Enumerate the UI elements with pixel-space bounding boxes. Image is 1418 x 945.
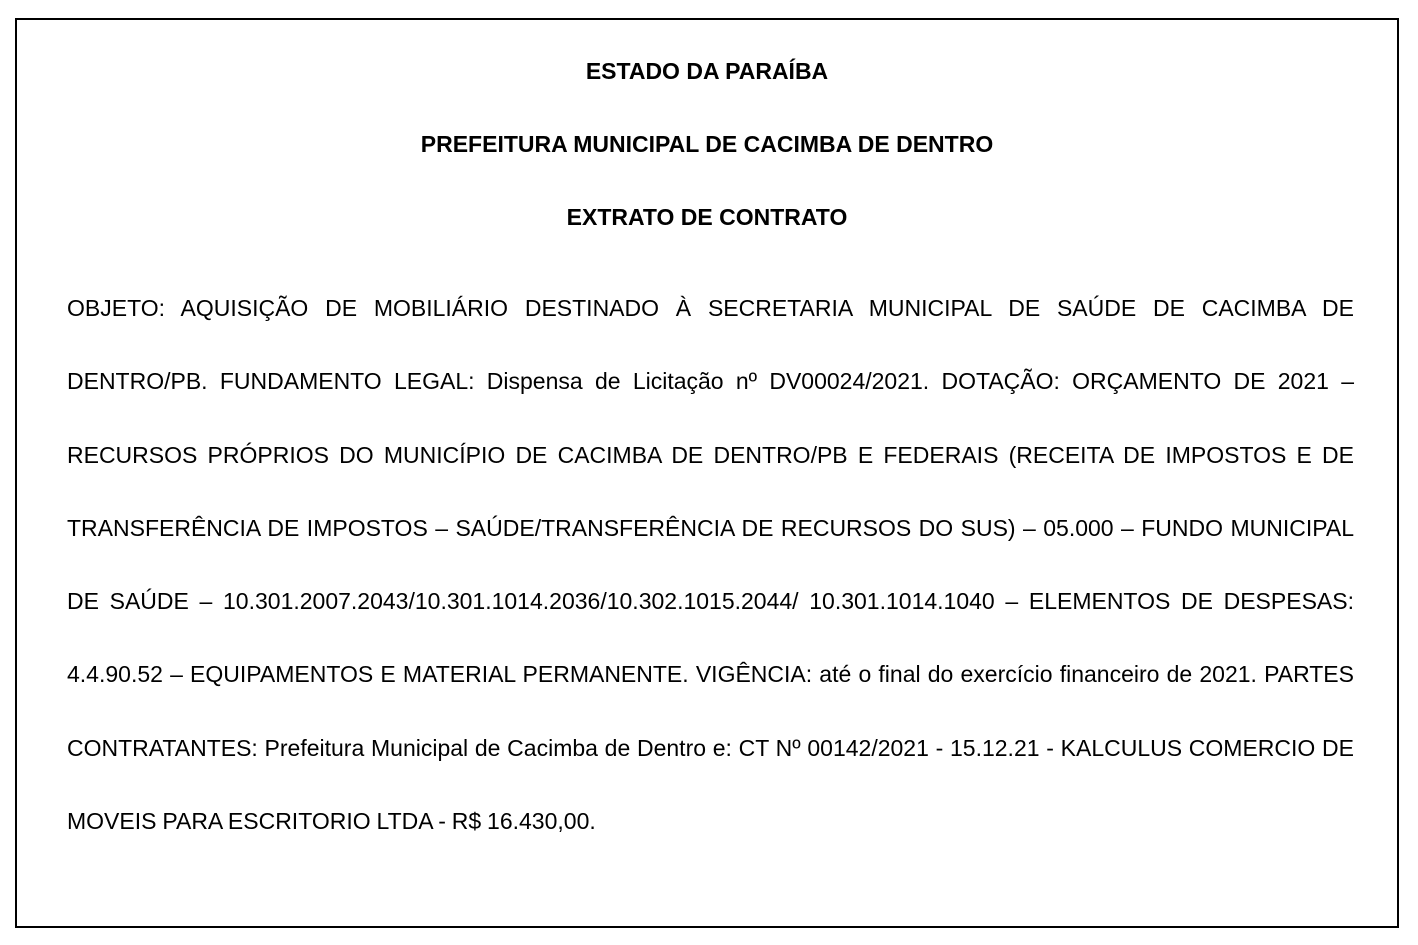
state-heading: ESTADO DA PARAÍBA [585, 58, 829, 84]
contract-body-text: OBJETO: AQUISIÇÃO DE MOBILIÁRIO DESTINADO À SECRETARIA MUNICIPAL DE SAÚDE DE CACIMBA DE DENTRO/PB. FUNDAMENTO LEGAL: Dispensa de Licitação nº DV00024/2021. DOTAÇÃO: ORÇAMENTO DE 2021 – RECURSOS PRÓPRIOS DO MUNICÍPIO DE CACIMBA DE DENTRO/PB E FEDERAIS (RECEITA DE IMPOSTOS E DE TRANSFERÊNCIA DE IMPOSTOS – SAÚDE/TRANSFERÊNCIA DE RECURSOS DO SUS) – 05.000 – FUNDO MUNICIPAL DE SAÚDE – 10.301.2007.2043/10.301.1014.2036/10.302.1015.2044/ 10.301.1014.1040 – ELEMENTOS DE DESPESAS: 4.4.90.52 – EQUIPAMENTOS E MATERIAL PERMANENTE. VIGÊNCIA: até o final do exercício financeiro de 2021. PARTES CONTRATANTES: Prefeitura Municipal de Cacimba de Dentro e: CT Nº 00142/2021 - 15.12.21 - KALCULUS COMERCIO DE MOVEIS PARA ESCRITORIO LTDA - R$ 16.430,00. [67, 295, 1354, 835]
document-frame [15, 18, 1399, 928]
document-title: EXTRATO DE CONTRATO [566, 204, 848, 230]
prefecture-heading: PREFEITURA MUNICIPAL DE CACIMBA DE DENTRO [420, 131, 994, 157]
